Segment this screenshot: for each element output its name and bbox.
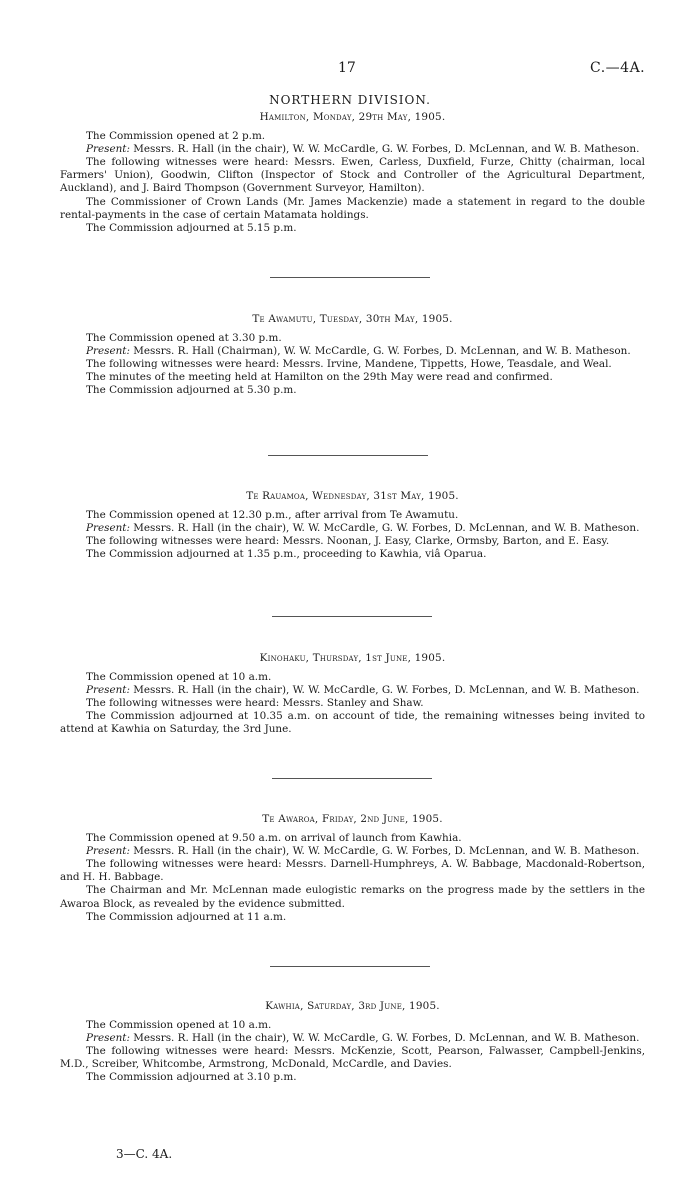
section-place: Kawhia — [265, 1000, 301, 1012]
section-kinohaku — [60, 652, 645, 737]
paragraph: The Commission opened at 3.30 p.m. — [86, 332, 282, 345]
paragraph: Present: Messrs. R. Hall (in the chair), W. W. McCardle, G. W. Forbes, D. McLennan, and W. B. Matheson. — [86, 1032, 640, 1045]
paragraph: Present: Messrs. R. Hall (Chairman), W. W. McCardle, G. W. Forbes, D. McLennan, and W. B. Matheson. — [86, 345, 631, 358]
section-date: Thursday, 1st June, 1905. — [312, 652, 446, 664]
paragraph: Present: Messrs. R. Hall (in the chair), W. W. McCardle, G. W. Forbes, D. McLennan, and W. B. Matheson. — [86, 845, 640, 858]
paragraph: The Commission adjourned at 3.10 p.m. — [86, 1071, 297, 1084]
section-date: Friday, 2nd June, 1905. — [321, 813, 443, 825]
section-date: Wednesday, 31st May, 1905. — [312, 490, 459, 502]
section-divider — [268, 455, 428, 456]
section-hamilton — [60, 111, 645, 235]
paragraph: The following witnesses were heard: Messrs. McKenzie, Scott, Pearson, Falwasser, Campbell-Jenkins, M.D., Screiber, Whitcombe, Armstrong, McDonald, McCardle, and Davies. — [60, 1045, 645, 1071]
paragraph: The Commission opened at 9.50 a.m. on arrival of launch from Kawhia. — [86, 832, 462, 845]
paragraph: The following witnesses were heard: Messrs. Darnell-Humphreys, A. W. Babbage, Macdonald-Robertson, and H. H. Babbage. — [60, 858, 645, 884]
paragraph: The Commission opened at 10 a.m. — [86, 671, 272, 684]
paragraph: The Chairman and Mr. McLennan made eulogistic remarks on the progress made by the settlers in the Awaroa Block, as revealed by the evidence submitted. — [60, 884, 645, 910]
paragraph: Present: Messrs. R. Hall (in the chair), W. W. McCardle, G. W. Forbes, D. McLennan, and W. B. Matheson. — [86, 522, 640, 535]
section-kawhia — [60, 1000, 645, 1085]
section-divider — [270, 277, 430, 278]
paragraph: The following witnesses were heard: Messrs. Noonan, J. Easy, Clarke, Ormsby, Barton, and E. Easy. — [86, 535, 610, 548]
paragraph: The Commission opened at 12.30 p.m., after arrival from Te Awamutu. — [86, 509, 459, 522]
present-label: Present: — [86, 1032, 130, 1045]
section-place: Te Awaroa — [262, 813, 315, 825]
section-heading: Te Awamutu, Tuesday, 30th May, 1905. — [252, 313, 453, 325]
paragraph: The Commission adjourned at 5.15 p.m. — [86, 221, 297, 234]
document-code: C.—4A. — [590, 60, 646, 76]
section-place: Te Rauamoa — [246, 490, 306, 502]
section-place: Kinohaku — [259, 652, 306, 664]
section-divider — [272, 778, 432, 779]
section-place: Te Awamutu — [252, 313, 313, 325]
paragraph: The Commissioner of Crown Lands (Mr. James Mackenzie) made a statement in regard to the double rental-payments in the case of certain Matamata holdings. — [60, 195, 645, 221]
section-heading: Kawhia, Saturday, 3rd June, 1905. — [265, 1000, 440, 1012]
paragraph: Present: Messrs. R. Hall (in the chair), W. W. McCardle, G. W. Forbes, D. McLennan, and W. B. Matheson. — [86, 143, 640, 156]
section-date: Saturday, 3rd June, 1905. — [307, 1000, 440, 1012]
section-date: Monday, 29th May, 1905. — [312, 111, 446, 123]
paragraph: The following witnesses were heard: Messrs. Ewen, Carless, Duxfield, Furze, Chitty (chairman, local Farmers' Union), Goodwin, Clifton (Inspector of Stock and Controller of the Agricultural Department, Auckland), and J. Baird Thompson (Government Surveyor, Hamilton). — [60, 156, 645, 195]
footer-signature: 3—C. 4A. — [116, 1147, 173, 1161]
section-heading: Te Rauamoa, Wednesday, 31st May, 1905. — [246, 490, 459, 502]
present-label: Present: — [86, 345, 130, 358]
paragraph: Present: Messrs. R. Hall (in the chair), W. W. McCardle, G. W. Forbes, D. McLennan, and W. B. Matheson. — [86, 684, 640, 697]
paragraph: The following witnesses were heard: Messrs. Stanley and Shaw. — [86, 697, 424, 710]
section-heading: Te Awaroa, Friday, 2nd June, 1905. — [262, 813, 443, 825]
present-label: Present: — [86, 684, 130, 697]
paragraph: The Commission adjourned at 10.35 a.m. on account of tide, the remaining witnesses being invited to attend at Kawhia on Saturday, the 3rd June. — [60, 710, 645, 736]
paragraph: The Commission opened at 2 p.m. — [86, 130, 266, 143]
section-divider — [272, 616, 432, 617]
page-number: 17 — [338, 60, 356, 76]
section-te-awamutu — [60, 313, 645, 398]
section-place: Hamilton — [259, 111, 306, 123]
paragraph: The Commission adjourned at 5.30 p.m. — [86, 384, 297, 397]
paragraph: The following witnesses were heard: Messrs. Irvine, Mandene, Tippetts, Howe, Teasdale, and Weal. — [86, 358, 612, 371]
section-date: Tuesday, 30th May, 1905. — [319, 313, 453, 325]
section-te-awaroa — [60, 813, 645, 924]
present-label: Present: — [86, 845, 130, 858]
section-heading: Hamilton, Monday, 29th May, 1905. — [259, 111, 446, 123]
present-label: Present: — [86, 522, 130, 535]
paragraph: The Commission opened at 10 a.m. — [86, 1019, 272, 1032]
paragraph: The Commission adjourned at 1.35 p.m., proceeding to Kawhia, viâ Oparua. — [86, 548, 487, 561]
paragraph: The Commission adjourned at 11 a.m. — [86, 910, 287, 923]
section-divider — [270, 966, 430, 967]
present-label: Present: — [86, 143, 130, 156]
section-heading: Kinohaku, Thursday, 1st June, 1905. — [259, 652, 446, 664]
division-title: NORTHERN DIVISION. — [269, 93, 431, 107]
paragraph: The minutes of the meeting held at Hamilton on the 29th May were read and confirmed. — [86, 371, 553, 384]
section-te-rauamoa — [60, 490, 645, 561]
